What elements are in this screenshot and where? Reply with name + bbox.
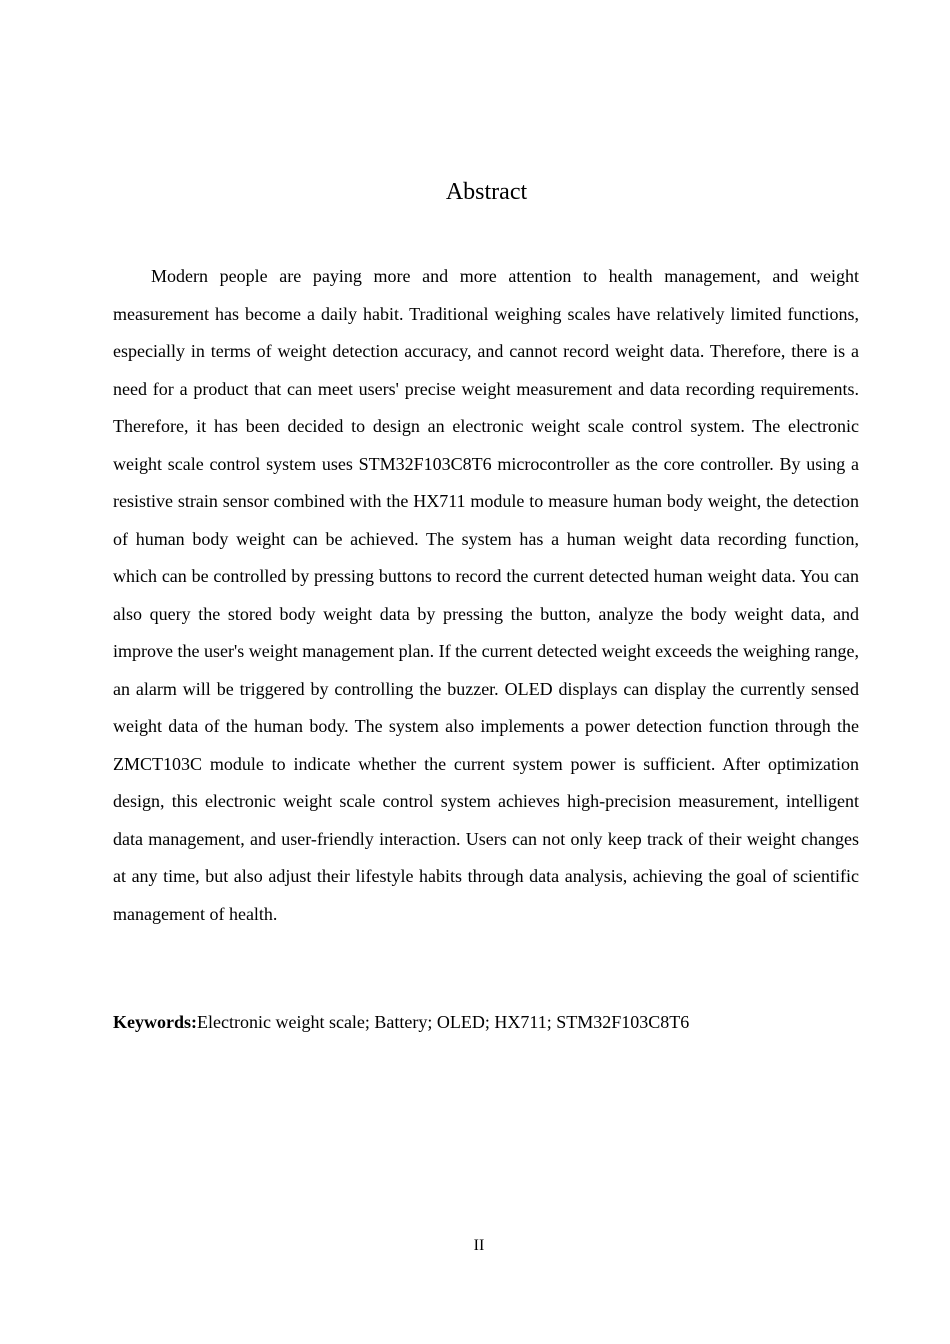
page-number: II [473,1237,485,1254]
keywords-text: Electronic weight scale; Battery; OLED; HX711; STM32F103C8T6 [197,1012,690,1032]
abstract-body: Modern people are paying more and more attention to health management, and weight measurement has become a daily habit. Traditional weighing scales have relatively limited functions, especially in terms of weight detection accuracy, and cannot record weight data. Therefore, there is a need for a product that can meet users' precise weight measurement and data recording requirements. Therefore, it has been decided to design an electronic weight scale control system. The electronic weight scale control system uses STM32F103C8T6 microcontroller as the core controller. By using a resistive strain sensor combined with the HX711 module to measure human body weight, the detection of human body weight can be achieved. The system has a human weight data recording function, which can be controlled by pressing buttons to record the current detected human weight data. You can also query the stored body weight data by pressing the button, analyze the body weight data, and improve the user's weight management plan. If the current detected weight exceeds the weighing range, an alarm will be triggered by controlling the buzzer. OLED displays can display the currently sensed weight data of the human body. The system also implements a power detection function through the ZMCT103C module to indicate whether the current system power is sufficient. After optimization design, this electronic weight scale control system achieves high-precision measurement, intelligent data management, and user-friendly interaction. Users can not only keep track of their weight changes at any time, but also adjust their lifestyle habits through data analysis, achieving the goal of scientific management of health. [113,266,859,924]
abstract-title: Abstract [445,179,528,205]
keywords-line [113,1008,859,1036]
keywords-label: Keywords: [113,1012,197,1032]
